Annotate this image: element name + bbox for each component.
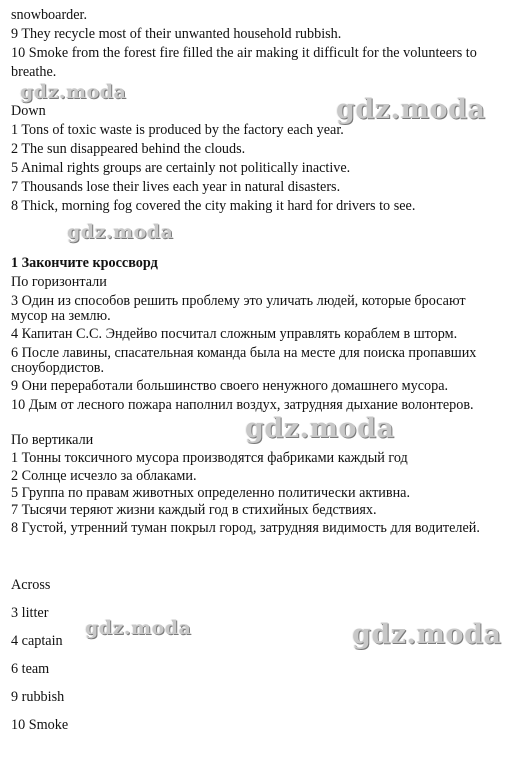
text-line: 3 Один из способов решить проблему это уличать людей, которые бросают bbox=[11, 293, 466, 309]
section-heading-down: Down bbox=[11, 103, 46, 119]
text-line: snowboarder. bbox=[11, 7, 88, 23]
text-line: 1 Тонны токсичного мусора производятся фабриками каждый год bbox=[11, 450, 408, 466]
text-line: 9 Они переработали большинство своего ненужного домашнего мусора. bbox=[11, 378, 449, 394]
section-heading-down-ru: По вертикали bbox=[11, 432, 94, 448]
answer-line: 4 captain bbox=[11, 633, 63, 649]
text-line: 5 Группа по правам животных определенно политически активна. bbox=[11, 485, 411, 501]
text-line: 2 The sun disappeared behind the clouds. bbox=[11, 141, 246, 157]
section-heading-across-ru: По горизонтали bbox=[11, 274, 107, 290]
text-line: 10 Smoke from the forest fire filled the air making it difficult for the volunteers to bbox=[11, 45, 477, 61]
watermark: gdz.moda bbox=[20, 81, 127, 103]
answer-line: 6 team bbox=[11, 661, 50, 677]
text-line: 1 Tons of toxic waste is produced by the factory each year. bbox=[11, 122, 344, 138]
answer-line: 9 rubbish bbox=[11, 689, 65, 705]
text-line: 5 Animal rights groups are certainly not politically inactive. bbox=[11, 160, 351, 176]
text-line: 8 Густой, утренний туман покрыл город, затрудняя видимость для водителей. bbox=[11, 520, 480, 536]
text-line: 9 They recycle most of their unwanted household rubbish. bbox=[11, 26, 342, 42]
watermark: gdz.moda bbox=[245, 413, 395, 444]
text-line: 8 Thick, morning fog covered the city making it hard for drivers to see. bbox=[11, 198, 416, 214]
watermark: gdz.moda bbox=[67, 221, 174, 243]
text-line: 6 После лавины, спасательная команда была на месте для поиска пропавших bbox=[11, 345, 477, 361]
section-heading-across: Across bbox=[11, 577, 51, 593]
text-line: сноубордистов. bbox=[11, 360, 105, 376]
text-line: breathe. bbox=[11, 64, 57, 80]
text-line: 10 Дым от лесного пожара наполнил воздух, затрудняя дыхание волонтеров. bbox=[11, 397, 474, 413]
answer-line: 3 litter bbox=[11, 605, 49, 621]
watermark: gdz.moda bbox=[85, 617, 192, 639]
text-line: 2 Солнце исчезло за облаками. bbox=[11, 468, 197, 484]
text-line: 4 Капитан С.С. Эндейво посчитал сложным управлять кораблем в шторм. bbox=[11, 326, 458, 342]
text-line: мусор на землю. bbox=[11, 308, 111, 324]
text-line: 7 Thousands lose their lives each year in natural disasters. bbox=[11, 179, 341, 195]
answer-line: 10 Smoke bbox=[11, 717, 69, 733]
watermark: gdz.moda bbox=[352, 619, 502, 650]
text-line: 7 Тысячи теряют жизни каждый год в стихийных бедствиях. bbox=[11, 502, 377, 518]
watermark: gdz.moda bbox=[336, 94, 486, 125]
exercise-title: 1 Закончите кроссворд bbox=[11, 255, 158, 271]
